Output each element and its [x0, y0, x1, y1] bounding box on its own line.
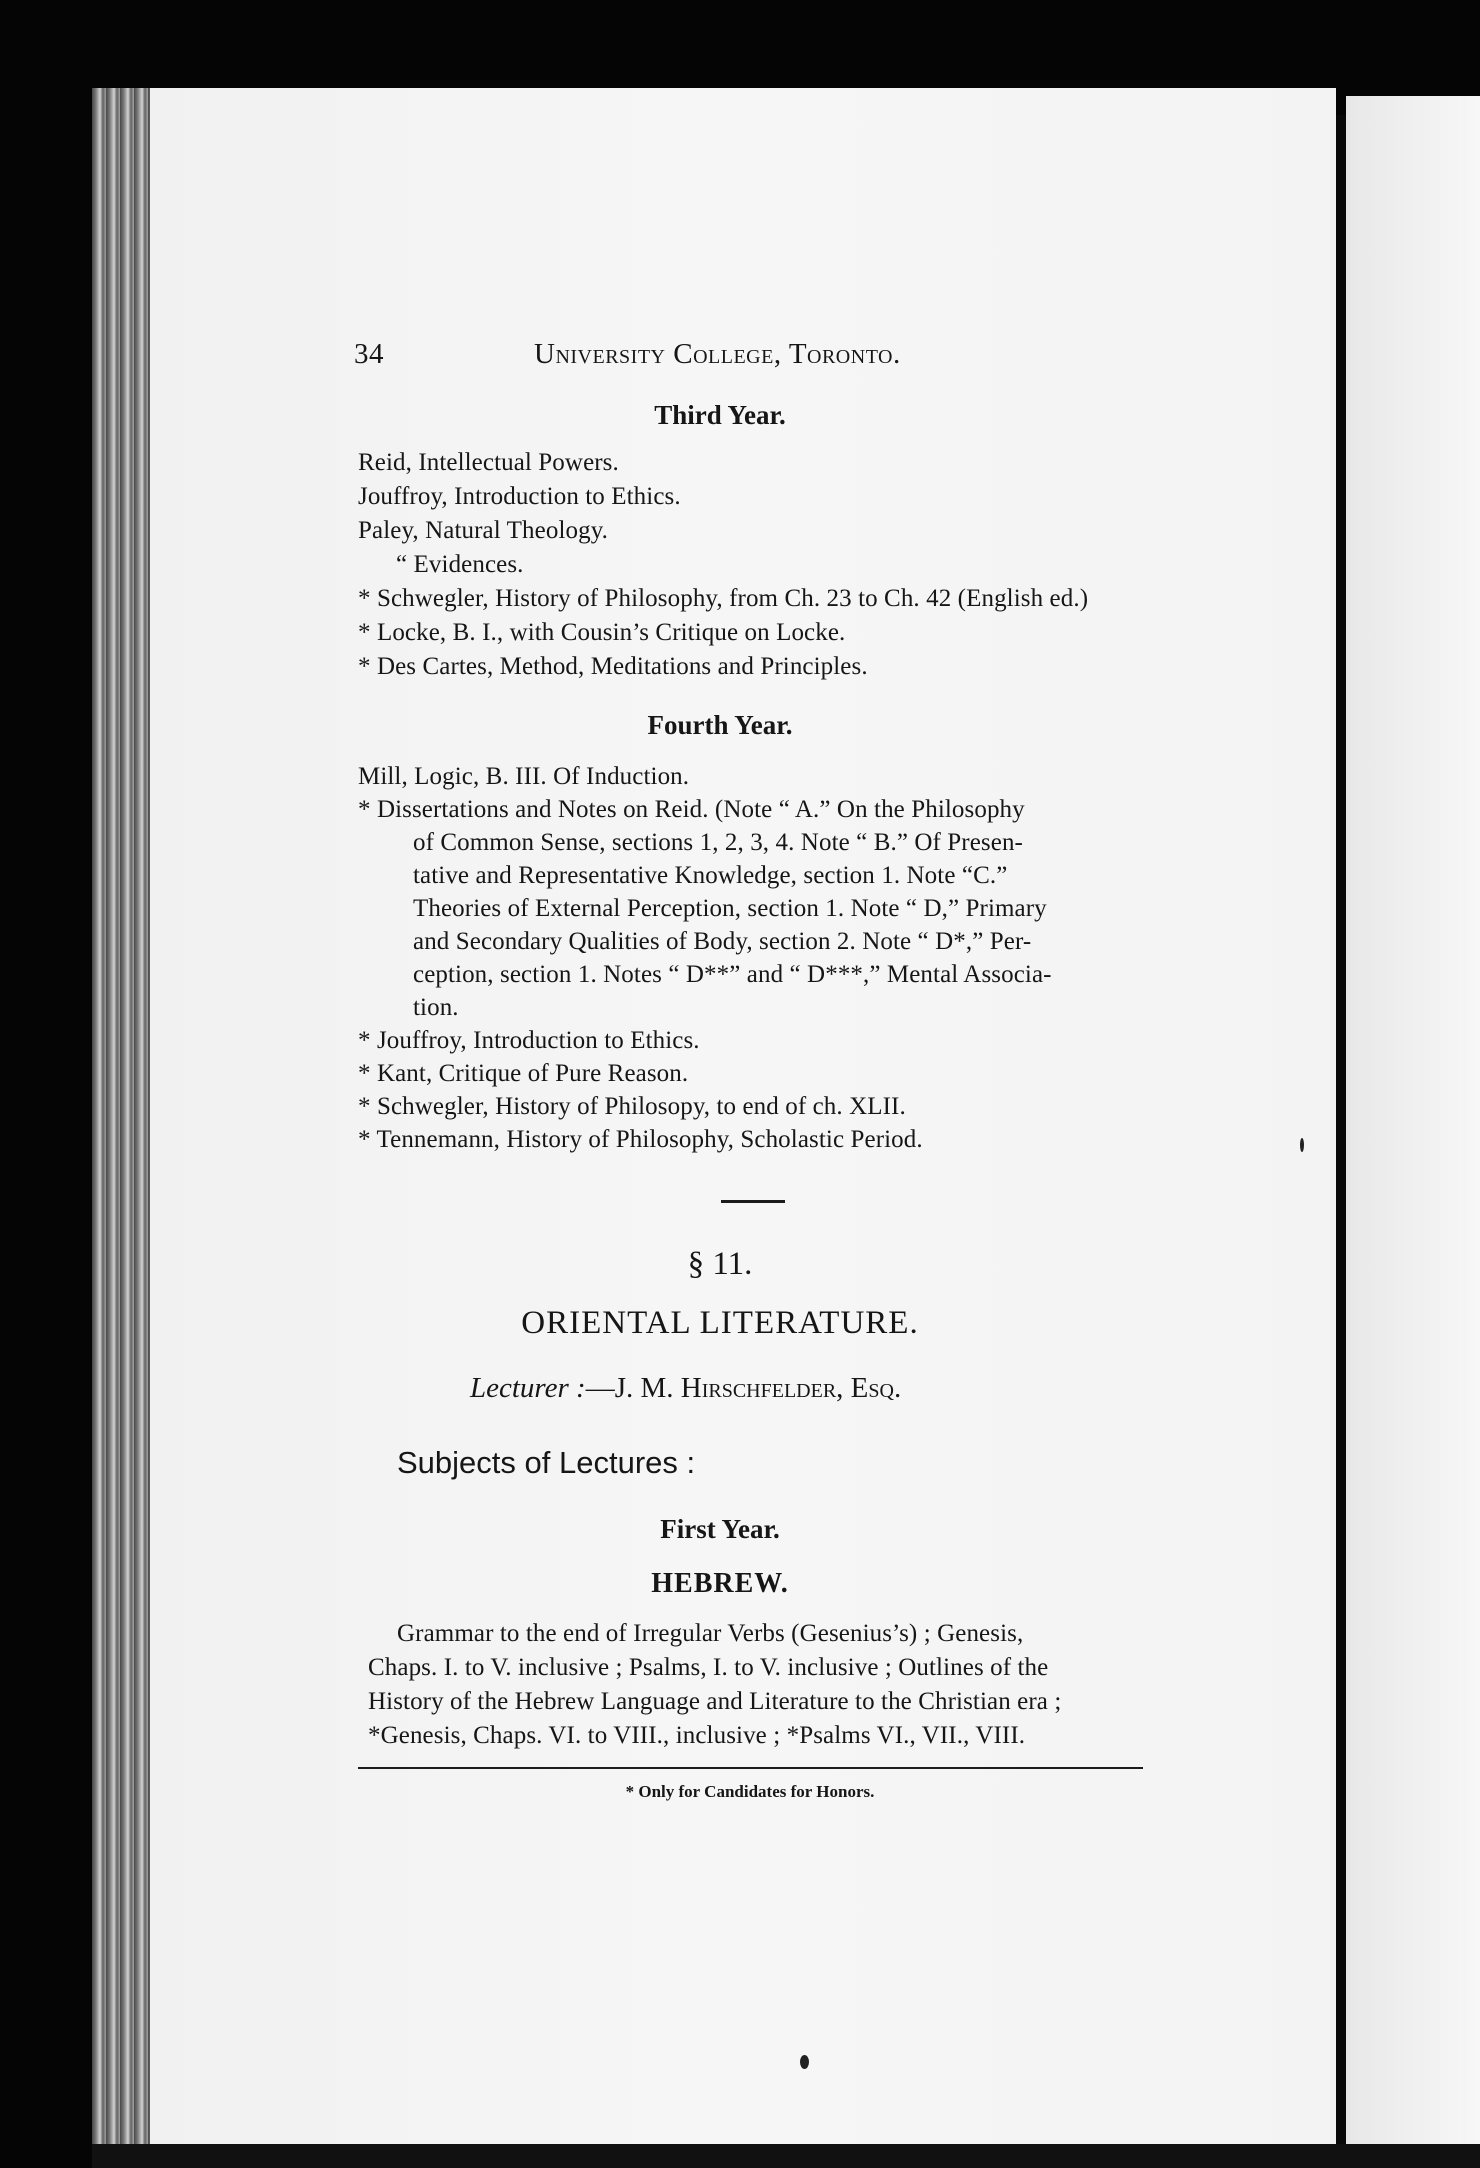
fourth-year-line: * Dissertations and Notes on Reid. (Note “ A.” On the Philosophy	[358, 796, 1025, 823]
third-year-line: * Des Cartes, Method, Meditations and Principles.	[358, 653, 868, 680]
first-year-line: Chaps. I. to V. inclusive ; Psalms, I. to V. inclusive ; Outlines of the	[368, 1654, 1049, 1681]
third-year-line: Jouffroy, Introduction to Ethics.	[358, 483, 681, 510]
fourth-year-line: * Schwegler, History of Philosopy, to end of ch. XLII.	[358, 1093, 906, 1120]
lecturer-name: —J. M. Hirschfelder, Esq.	[585, 1372, 902, 1404]
first-year-line: Grammar to the end of Irregular Verbs (Gesenius’s) ; Genesis,	[397, 1620, 1024, 1647]
section-separator	[721, 1200, 785, 1203]
third-year-heading: Third Year.	[654, 400, 786, 430]
lecturer-line	[470, 1372, 901, 1405]
fourth-year-line: * Kant, Critique of Pure Reason.	[358, 1060, 689, 1087]
footnote-rule	[358, 1767, 1143, 1769]
facing-page-edge	[1346, 96, 1480, 2144]
scan-speck	[1300, 1138, 1304, 1152]
third-year-line: “ Evidences.	[396, 551, 524, 578]
running-head	[354, 338, 1064, 382]
running-title: University College, Toronto.	[534, 338, 901, 370]
third-year-line: Reid, Intellectual Powers.	[358, 449, 619, 476]
page-number: 34	[354, 338, 384, 370]
page-binding	[92, 88, 150, 2144]
first-year-heading: First Year.	[660, 1514, 780, 1544]
fourth-year-heading: Fourth Year.	[647, 710, 793, 740]
third-year-line: * Locke, B. I., with Cousin’s Critique on Locke.	[358, 619, 846, 646]
fourth-year-line: * Tennemann, History of Philosophy, Scholastic Period.	[358, 1126, 923, 1153]
fourth-year-line: tion.	[413, 994, 459, 1021]
footnote: * Only for Candidates for Honors.	[625, 1782, 875, 1801]
fourth-year-line: * Jouffroy, Introduction to Ethics.	[358, 1027, 700, 1054]
lecturer-label: Lecturer :	[470, 1372, 586, 1404]
fourth-year-line: of Common Sense, sections 1, 2, 3, 4. Note “ B.” Of Presen-	[413, 829, 1023, 856]
third-year-line: Paley, Natural Theology.	[358, 517, 609, 544]
third-year-line: * Schwegler, History of Philosophy, from Ch. 23 to Ch. 42 (English ed.)	[358, 585, 1089, 612]
page-gutter	[1336, 115, 1346, 2144]
fourth-year-line: tative and Representative Knowledge, section 1. Note “C.”	[413, 862, 1008, 889]
fourth-year-line: and Secondary Qualities of Body, section 2. Note “ D*,” Per-	[413, 928, 1032, 955]
scan-speck	[800, 2055, 809, 2069]
first-year-line: History of the Hebrew Language and Literature to the Christian era ;	[368, 1688, 1062, 1715]
fourth-year-line: ception, section 1. Notes “ D**” and “ D***,” Mental Associa-	[413, 961, 1052, 988]
section-title: ORIENTAL LITERATURE.	[521, 1305, 919, 1341]
fourth-year-line: Theories of External Perception, section 1. Note “ D,” Primary	[413, 895, 1047, 922]
scan-bottom-edge	[92, 2144, 1480, 2168]
subjects-label: Subjects of Lectures :	[397, 1445, 696, 1480]
first-year-line: *Genesis, Chaps. VI. to VIII., inclusive ; *Psalms VI., VII., VIII.	[368, 1722, 1026, 1749]
hebrew-heading: HEBREW.	[651, 1568, 789, 1599]
section-number: § 11.	[687, 1246, 753, 1282]
fourth-year-line: Mill, Logic, B. III. Of Induction.	[358, 763, 690, 790]
